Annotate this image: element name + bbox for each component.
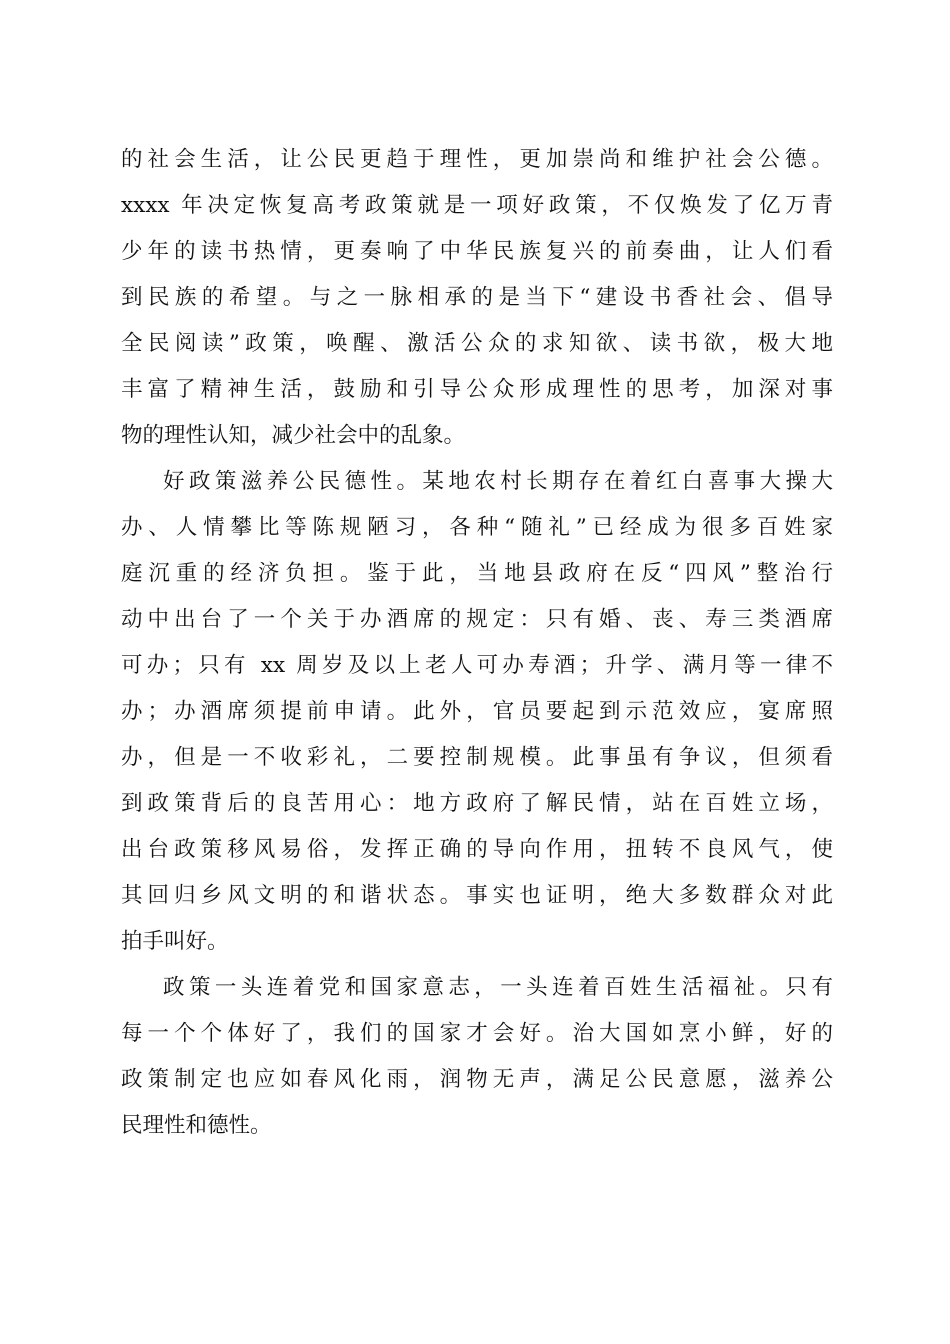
paragraph-1 [121,137,833,459]
text-line: 办、人情攀比等陈规陋习，各种“随礼”已经成为很多百姓家 [121,515,833,540]
text-line: 政策一头连着党和国家意志，一头连着百姓生活福祉。只有 [163,975,833,1000]
text-line: 拍手叫好。 [121,929,229,954]
text-line: 动中出台了一个关于办酒席的规定：只有婚、丧、寿三类酒席 [121,607,833,632]
text-line: 可办；只有 xx 周岁及以上老人可办寿酒；升学、满月等一律不 [121,653,833,678]
text-line: xxxx 年决定恢复高考政策就是一项好政策，不仅焕发了亿万青 [121,193,833,218]
text-line: 少年的读书热情，更奏响了中华民族复兴的前奏曲，让人们看 [121,239,833,264]
text-line: 丰富了精神生活，鼓励和引导公众形成理性的思考，加深对事 [121,377,833,402]
text-line: 出台政策移风易俗，发挥正确的导向作用，扭转不良风气，使 [121,837,833,862]
text-line: 政策制定也应如春风化雨，润物无声，满足公民意愿，滋养公 [121,1067,833,1092]
paragraph-2 [121,459,833,965]
text-line: 全民阅读”政策，唤醒、激活公众的求知欲、读书欲，极大地 [121,331,833,356]
text-line: 其回归乡风文明的和谐状态。事实也证明，绝大多数群众对此 [121,883,833,908]
text-line: 每一个个体好了，我们的国家才会好。治大国如烹小鲜，好的 [121,1021,833,1046]
text-line: 庭沉重的经济负担。鉴于此，当地县政府在反“四风”整治行 [121,561,833,586]
document-body [121,137,833,1149]
text-line: 的社会生活，让公民更趋于理性，更加崇尚和维护社会公德。 [121,147,833,172]
text-line: 到政策背后的良苦用心：地方政府了解民情，站在百姓立场， [121,791,833,816]
text-line: 物的理性认知，减少社会中的乱象。 [121,423,466,448]
text-line: 到民族的希望。与之一脉相承的是当下“建设书香社会、倡导 [121,285,833,310]
text-line: 好政策滋养公民德性。某地农村长期存在着红白喜事大操大 [163,469,833,494]
text-line: 办，但是一不收彩礼，二要控制规模。此事虽有争议，但须看 [121,745,833,770]
text-line: 民理性和德性。 [121,1113,272,1138]
text-line: 办；办酒席须提前申请。此外，官员要起到示范效应，宴席照 [121,699,833,724]
paragraph-3 [121,965,833,1149]
